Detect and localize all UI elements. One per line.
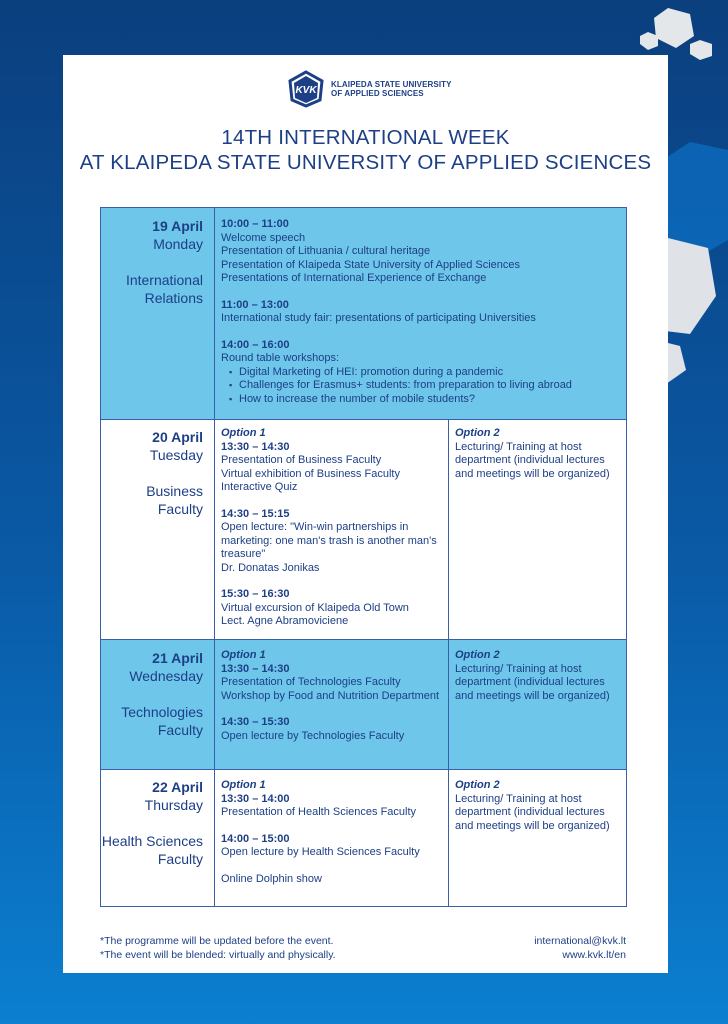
option1-cell [215,640,449,769]
website-link[interactable]: www.kvk.lt/en [562,949,626,961]
contact-email-link[interactable]: international@kvk.lt [534,935,626,947]
session-time: 14:30 – 15:30 [221,716,290,728]
university-logo [287,70,457,110]
option2-text: and meetings will be organized) [455,467,610,480]
day-date: 20 April [152,429,203,445]
logo-name-line2: OF APPLIED SCIENCES [331,89,424,98]
sessions-cell [215,208,626,419]
day-weekday: Monday [153,236,203,252]
footer-notes [100,934,336,962]
option-label: Option 2 [455,427,500,439]
day-weekday: Tuesday [149,447,203,463]
schedule-table [100,207,627,907]
session-item: treasure" [221,548,266,560]
session-time: 13:30 – 14:30 [221,440,290,453]
option2-text: and meetings will be organized) [455,689,610,702]
schedule-row-monday [101,208,626,420]
session-item: Virtual exhibition of Business Faculty [221,467,400,480]
day-cell [101,640,215,769]
session-time: 14:00 – 16:00 [221,338,290,351]
session-time: 10:00 – 11:00 [221,218,289,230]
page-title-line1: 14TH INTERNATIONAL WEEK [221,126,510,149]
session-time: 11:00 – 13:00 [221,298,289,311]
session-item: Interactive Quiz [221,481,298,493]
session-item: Lect. Agne Abramoviciene [221,615,349,627]
session-time: 13:30 – 14:30 [221,662,290,675]
workshop-list [221,366,626,407]
session-item: Presentation of Health Sciences Faculty [221,806,417,818]
workshop-item: ▪ Challenges for Erasmus+ students: from preparation to living abroad [239,379,626,393]
day-weekday: Wednesday [129,668,203,684]
day-topic-line2: Faculty [157,851,203,867]
session-item: Open lecture by Technologies Faculty [221,729,405,742]
day-topic-line2: Relations [144,290,203,306]
page-title-line2: AT KLAIPEDA STATE UNIVERSITY OF APPLIED SCIENCES [79,151,652,174]
option2-text: Lecturing/ Training at host [455,440,582,453]
logo-wordmark [331,80,452,98]
workshop-item: ▪ How to increase the number of mobile students? [239,393,626,407]
session-item: Welcome speech [221,231,306,244]
day-cell [101,420,215,639]
session-item: Virtual excursion of Klaipeda Old Town [221,601,409,614]
logo-name-line1: KLAIPEDA STATE UNIVERSITY [331,80,452,89]
session-item: Presentation of Lithuania / cultural heritage [221,245,431,257]
option2-text: Lecturing/ Training at host [455,662,582,675]
day-cell [101,770,215,906]
logo-mark-text: KVK [295,85,317,96]
day-topic-line1: International [125,272,203,288]
option1-cell [215,420,449,639]
option-label: Option 1 [221,427,266,439]
session-item: Online Dolphin show [221,872,322,885]
session-time: 14:30 – 15:15 [221,507,290,520]
option2-text: and meetings will be organized) [455,819,610,832]
day-topic-line1: Business [146,483,203,499]
schedule-row-wednesday [101,640,626,770]
option-label: Option 1 [221,779,266,791]
schedule-row-thursday [101,770,626,906]
session-item: Workshop by Food and Nutrition Department [221,689,440,702]
schedule-row-tuesday [101,420,626,640]
option2-text: department (individual lectures [455,806,605,818]
option2-cell [449,640,626,769]
footer-note: *The programme will be updated before the event. [100,935,334,947]
session-time: 13:30 – 14:00 [221,792,290,805]
day-topic-line2: Faculty [157,722,203,738]
session-item: Presentations of International Experience of Exchange [221,272,487,284]
session-item: Open lecture by Health Sciences Faculty [221,846,420,858]
day-topic-line2: Faculty [157,501,203,517]
option2-cell [449,770,626,906]
session-item: marketing: one man's trash is another man's [221,534,437,547]
footer-contacts [534,934,626,962]
session-item: Presentation of Klaipeda State University of Applied Sciences [221,258,521,271]
kvk-logo-icon [287,70,325,108]
program-sheet [63,55,668,973]
session-item: International study fair: presentations of participating Universities [221,312,536,324]
workshop-item: ▪ Digital Marketing of HEI: promotion during a pandemic [239,366,626,380]
option2-text: department (individual lectures [455,454,605,466]
session-item: Dr. Donatas Jonikas [221,561,320,574]
session-item: Presentation of Technologies Faculty [221,676,401,688]
session-time: 15:30 – 16:30 [221,588,290,600]
option-label: Option 2 [455,649,500,661]
option-label: Option 2 [455,779,500,791]
option-label: Option 1 [221,649,266,661]
day-date: 19 April [152,218,203,234]
day-date: 22 April [152,779,203,795]
day-date: 21 April [152,650,203,666]
day-cell [101,208,215,419]
option1-cell [215,770,449,906]
session-item: Presentation of Business Faculty [221,454,382,466]
option2-cell [449,420,626,639]
session-item: Open lecture: "Win-win partnerships in [221,521,409,533]
footer-note: *The event will be blended: virtually and physically. [100,949,336,961]
day-weekday: Thursday [144,797,203,813]
option2-text: department (individual lectures [455,676,605,688]
option2-text: Lecturing/ Training at host [455,792,582,805]
session-item: Round table workshops: [221,352,340,364]
day-topic-line1: Technologies [121,704,203,720]
day-topic-line1: Health Sciences [101,833,203,849]
session-time: 14:00 – 15:00 [221,832,290,845]
